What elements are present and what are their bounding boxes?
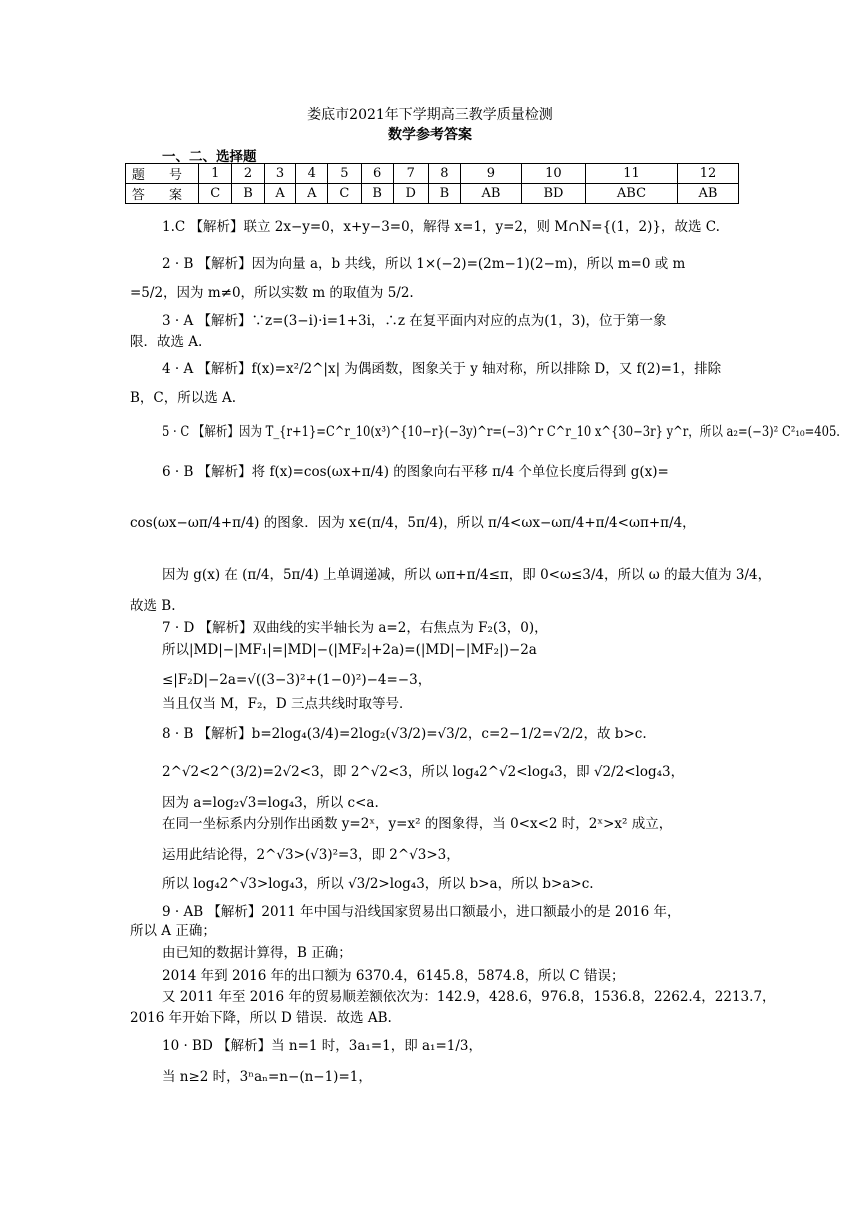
solution-7-line-4: 当且仅当 M，F₂，D 三点共线时取等号． <box>162 696 413 712</box>
solution-8-line-3: 因为 a=log₂√3=log₄3，所以 c<a. <box>162 795 379 811</box>
answer-row <box>126 184 739 204</box>
solution-9-line-6: 2016 年开始下降，所以 D 错误．故选 AB. <box>130 1010 392 1026</box>
table-cell: AB <box>678 184 739 204</box>
solution-2-line-2: =5/2，因为 m≠0，所以实数 m 的取值为 5/2. <box>130 285 414 301</box>
table-cell: 10 <box>521 164 585 184</box>
table-cell: 4 <box>296 164 328 184</box>
table-cell: AB <box>460 184 521 204</box>
solution-2-line-1: 2 · B 【解析】因为向量 a，b 共线，所以 1×(−2)=(2m−1)(2−m)，所以 m=0 或 m <box>162 256 686 272</box>
solution-3-line-1: 3 · A 【解析】∵z=(3−i)·i=1+3i，∴z 在复平面内对应的点为(1，3)，位于第一象 <box>162 313 667 329</box>
solution-9-line-1: 9 · AB 【解析】2011 年中国与沿线国家贸易出口额最小，进口额最小的是 2016 年， <box>162 904 681 920</box>
table-cell: 2 <box>232 164 264 184</box>
table-cell: 6 <box>361 164 393 184</box>
table-cell: ABC <box>585 184 677 204</box>
solution-9-line-5: 又 2011 年至 2016 年的贸易顺差额依次为：142.9，428.6，976.8，1536.8，2262.4，2213.7， <box>162 989 776 1005</box>
table-cell: 12 <box>678 164 739 184</box>
solution-3-line-2: 限．故选 A. <box>130 334 203 350</box>
solution-9-line-4: 2014 年到 2016 年的出口额为 6370.4，6145.8，5874.8，所以 C 错误； <box>162 968 625 984</box>
table-cell: 9 <box>460 164 521 184</box>
document-title: 娄底市2021年下学期高三教学质量检测 <box>307 107 553 123</box>
solution-8-line-5: 运用此结论得，2^√3>(√3)²=3，即 2^√3>3， <box>162 847 460 863</box>
solution-10-line-1: 10 · BD 【解析】当 n=1 时，3a₁=1，即 a₁=1/3， <box>162 1038 483 1054</box>
document-subtitle: 数学参考答案 <box>388 127 472 143</box>
solution-4-line-2: B，C，所以选 A. <box>130 390 237 406</box>
table-cell: D <box>393 184 428 204</box>
solution-8-line-2: 2^√2<2^(3/2)=2√2<3，即 2^√2<3，所以 log₄2^√2<log₄3，即 √2/2<log₄3， <box>162 764 685 780</box>
table-cell: B <box>232 184 264 204</box>
table-cell: 11 <box>585 164 677 184</box>
solution-7-line-2: 所以|MD|−|MF₁|=|MD|−(|MF₂|+2a)=(|MD|−|MF₂|)−2a <box>162 642 537 658</box>
solution-8-line-1: 8 · B 【解析】b=2log₄(3/4)=2log₂(√3/2)=√3/2，c=2−1/2=√2/2，故 b>c. <box>162 726 647 742</box>
solution-4-line-1: 4 · A 【解析】f(x)=x²/2^|x| 为偶函数，图象关于 y 轴对称，所以排除 D，又 f(2)=1，排除 <box>162 361 722 377</box>
table-cell: C <box>328 184 361 204</box>
table-cell: 8 <box>428 164 460 184</box>
solution-9-line-2: 所以 A 正确； <box>130 923 216 939</box>
solution-10-line-2: 当 n≥2 时，3ⁿaₙ=n−(n−1)=1， <box>162 1069 372 1085</box>
table-cell: C <box>199 184 232 204</box>
table-cell: 1 <box>199 164 232 184</box>
section-heading: 一、二、选择题 <box>162 149 257 165</box>
table-cell: A <box>296 184 328 204</box>
solution-7-line-1: 7 · D 【解析】双曲线的实半轴长为 a=2，右焦点为 F₂(3，0)， <box>162 620 548 636</box>
table-cell: 7 <box>393 164 428 184</box>
answer-table <box>125 163 739 204</box>
solution-7-line-3: ≤|F₂D|−2a=√((3−3)²+(1−0)²)−4=−3， <box>162 672 432 688</box>
question-number-row <box>126 164 739 184</box>
table-cell: B <box>428 184 460 204</box>
solution-6-line-3: 因为 g(x) 在 (π/4，5π/4) 上单调递减，所以 ωπ+π/4≤π，即 0<ω≤3/4，所以 ω 的最大值为 3/4， <box>162 567 772 583</box>
solution-6-line-2: cos(ωx−ωπ/4+π/4) 的图象．因为 x∈(π/4，5π/4)，所以 π/4<ωx−ωπ/4+π/4<ωπ+π/4， <box>130 515 696 531</box>
solution-8-line-4: 在同一坐标系内分别作出函数 y=2ˣ，y=x² 的图象得，当 0<x<2 时，2ˣ>x² 成立， <box>162 816 673 832</box>
solution-6-line-1: 6 · B 【解析】将 f(x)=cos(ωx+π/4) 的图象向右平移 π/4 个单位长度后得到 g(x)= <box>162 464 669 480</box>
table-cell: BD <box>521 184 585 204</box>
table-cell: B <box>361 184 393 204</box>
table-cell: 5 <box>328 164 361 184</box>
solution-5: 5 · C 【解析】因为 T_{r+1}=C^r_10(x³)^{10−r}(−3y)^r=(−3)^r C^r_10 x^{30−3r} y^r，所以 a₂=(−3)² C²₁₀=405. <box>162 424 840 440</box>
solution-1: 1.C 【解析】联立 2x−y=0，x+y−3=0，解得 x=1，y=2，则 M∩N={(1，2)}，故选 C. <box>162 219 720 235</box>
solution-6-line-4: 故选 B. <box>130 598 176 614</box>
solution-8-line-6: 所以 log₄2^√3>log₄3，所以 √3/2>log₄3，所以 b>a，所以 b>a>c. <box>162 876 594 892</box>
row-label-answer: 答 案 <box>126 184 199 204</box>
solution-9-line-3: 由已知的数据计算得，B 正确； <box>162 945 352 961</box>
table-cell: A <box>264 184 296 204</box>
row-label-question: 题 号 <box>126 164 199 184</box>
table-cell: 3 <box>264 164 296 184</box>
